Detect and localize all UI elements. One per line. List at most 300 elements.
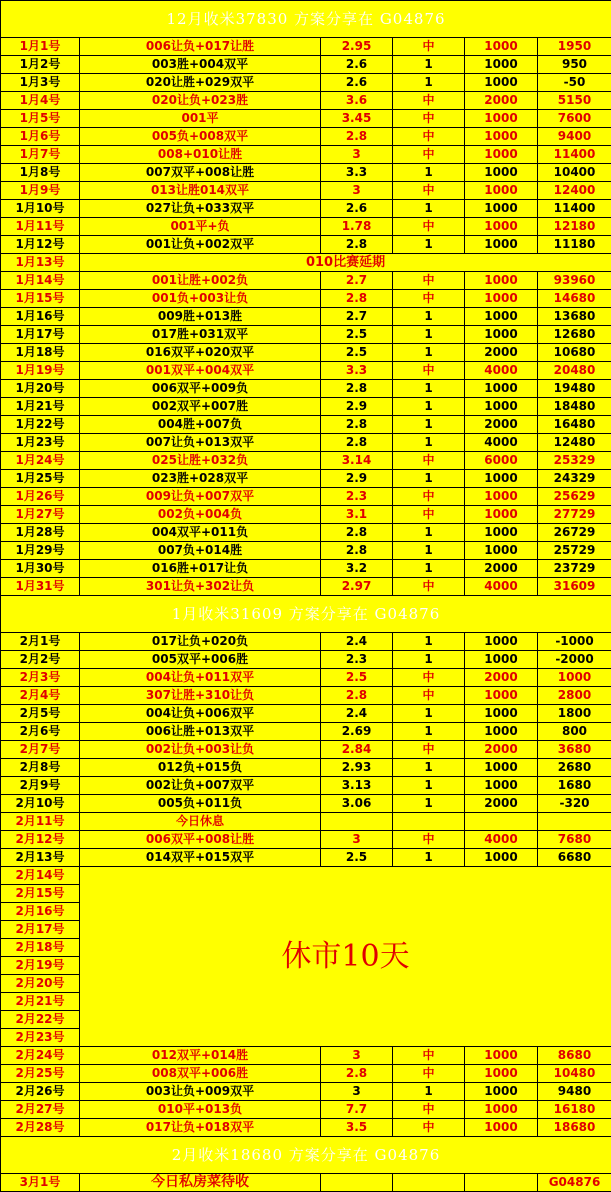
pick-cell: 009胜+013胜	[80, 308, 321, 326]
pick-cell: 017胜+031双平	[80, 326, 321, 344]
stake-cell: 4000	[465, 434, 538, 452]
pick-cell: 012双平+014胜	[80, 1047, 321, 1065]
total-cell: 1800	[538, 705, 611, 723]
total-cell: 25729	[538, 542, 611, 560]
summary-banner: 2月收米18680 方案分享在 G04876	[1, 1137, 611, 1174]
pick-cell: 004让负+006双平	[80, 705, 321, 723]
date-cell: 1月10号	[1, 200, 80, 218]
total-cell: 5150	[538, 92, 611, 110]
pick-cell: 010平+013负	[80, 1101, 321, 1119]
date-cell: 1月15号	[1, 290, 80, 308]
pick-cell: 007负+014胜	[80, 542, 321, 560]
summary-banner: 12月收米37830 方案分享在 G04876	[1, 1, 611, 38]
stake-cell: 1000	[465, 651, 538, 669]
date-cell: 1月2号	[1, 56, 80, 74]
date-cell: 1月1号	[1, 38, 80, 56]
pick-cell: 301让负+302让负	[80, 578, 321, 596]
result-cell: 中	[393, 452, 465, 470]
date-cell: 2月25号	[1, 1065, 80, 1083]
date-cell: 2月10号	[1, 795, 80, 813]
date-cell: 1月19号	[1, 362, 80, 380]
table-row	[1, 506, 611, 524]
pick-cell: 003让负+009双平	[80, 1083, 321, 1101]
pick-cell: 001平+负	[80, 218, 321, 236]
total-cell: 3680	[538, 741, 611, 759]
odds-cell: 3.5	[321, 1119, 393, 1137]
total-cell: 10480	[538, 1065, 611, 1083]
date-cell: 2月17号	[1, 921, 80, 939]
odds-cell: 3.3	[321, 362, 393, 380]
table-row	[1, 1174, 611, 1192]
table-row	[1, 741, 611, 759]
table-row	[1, 434, 611, 452]
stake-cell: 2000	[465, 560, 538, 578]
date-cell: 2月12号	[1, 831, 80, 849]
result-cell: 1	[393, 560, 465, 578]
result-cell: 1	[393, 308, 465, 326]
stake-cell: 1000	[465, 380, 538, 398]
empty-cell	[393, 813, 465, 831]
odds-cell: 2.93	[321, 759, 393, 777]
pick-cell: 017让负+018双平	[80, 1119, 321, 1137]
pick-cell: 007双平+008让胜	[80, 164, 321, 182]
table-row	[1, 254, 611, 272]
result-cell: 1	[393, 723, 465, 741]
empty-cell	[465, 1174, 538, 1192]
odds-cell: 2.3	[321, 488, 393, 506]
result-cell: 中	[393, 578, 465, 596]
date-cell: 1月14号	[1, 272, 80, 290]
odds-cell: 2.5	[321, 669, 393, 687]
date-cell: 2月15号	[1, 885, 80, 903]
table-row	[1, 759, 611, 777]
result-cell: 1	[393, 200, 465, 218]
total-cell: 12180	[538, 218, 611, 236]
stake-cell: 2000	[465, 92, 538, 110]
odds-cell: 3	[321, 146, 393, 164]
postponed-note: 010比赛延期	[80, 254, 611, 272]
table-row	[1, 164, 611, 182]
pick-cell: 012负+015负	[80, 759, 321, 777]
date-cell: 1月12号	[1, 236, 80, 254]
result-cell: 1	[393, 524, 465, 542]
table-row	[1, 488, 611, 506]
stake-cell: 1000	[465, 1101, 538, 1119]
odds-cell: 2.4	[321, 633, 393, 651]
pick-cell: 009让负+007双平	[80, 488, 321, 506]
odds-cell: 2.95	[321, 38, 393, 56]
total-cell: 7680	[538, 831, 611, 849]
table-row	[1, 416, 611, 434]
stake-cell: 1000	[465, 1119, 538, 1137]
stake-cell: 4000	[465, 831, 538, 849]
odds-cell: 3	[321, 1047, 393, 1065]
date-cell: 1月24号	[1, 452, 80, 470]
stake-cell: 1000	[465, 488, 538, 506]
table-row	[1, 560, 611, 578]
result-cell: 中	[393, 128, 465, 146]
pick-cell: 002让负+003让负	[80, 741, 321, 759]
stake-cell: 1000	[465, 236, 538, 254]
empty-cell	[321, 813, 393, 831]
table-row	[1, 723, 611, 741]
result-cell: 中	[393, 1065, 465, 1083]
empty-cell	[321, 1174, 393, 1192]
table-row	[1, 200, 611, 218]
table-row	[1, 92, 611, 110]
pick-cell: 013让胜014双平	[80, 182, 321, 200]
pick-cell: 020让胜+029双平	[80, 74, 321, 92]
date-cell: 2月21号	[1, 993, 80, 1011]
date-cell: 1月23号	[1, 434, 80, 452]
date-cell: 1月3号	[1, 74, 80, 92]
stake-cell: 1000	[465, 290, 538, 308]
pick-cell: 006让胜+013双平	[80, 723, 321, 741]
table-row	[1, 452, 611, 470]
date-cell: 2月24号	[1, 1047, 80, 1065]
odds-cell: 2.8	[321, 380, 393, 398]
pick-cell: 008+010让胜	[80, 146, 321, 164]
odds-cell: 2.8	[321, 687, 393, 705]
odds-cell: 3	[321, 182, 393, 200]
table-row	[1, 849, 611, 867]
odds-cell: 2.6	[321, 56, 393, 74]
date-cell: 1月20号	[1, 380, 80, 398]
date-cell: 1月29号	[1, 542, 80, 560]
date-cell: 3月1号	[1, 1174, 80, 1192]
total-cell: 18480	[538, 398, 611, 416]
pick-cell: 307让胜+310让负	[80, 687, 321, 705]
empty-cell	[465, 813, 538, 831]
result-cell: 1	[393, 326, 465, 344]
result-cell: 中	[393, 146, 465, 164]
result-cell: 1	[393, 344, 465, 362]
stake-cell: 1000	[465, 759, 538, 777]
odds-cell: 2.9	[321, 470, 393, 488]
date-cell: 2月28号	[1, 1119, 80, 1137]
table-row	[1, 110, 611, 128]
total-cell: 1000	[538, 669, 611, 687]
table-row	[1, 1065, 611, 1083]
table-row	[1, 1101, 611, 1119]
date-cell: 1月9号	[1, 182, 80, 200]
odds-cell: 3.45	[321, 110, 393, 128]
empty-cell	[393, 1174, 465, 1192]
odds-cell: 3.14	[321, 452, 393, 470]
odds-cell: 2.84	[321, 741, 393, 759]
odds-cell: 3.13	[321, 777, 393, 795]
odds-cell: 2.5	[321, 849, 393, 867]
stake-cell: 1000	[465, 38, 538, 56]
total-cell: 2680	[538, 759, 611, 777]
odds-cell: 2.8	[321, 434, 393, 452]
stake-cell: 1000	[465, 1065, 538, 1083]
result-cell: 中	[393, 38, 465, 56]
odds-cell: 2.5	[321, 344, 393, 362]
pick-cell: 004双平+011负	[80, 524, 321, 542]
pick-cell: 025让胜+032负	[80, 452, 321, 470]
total-cell: 25629	[538, 488, 611, 506]
total-cell: 18680	[538, 1119, 611, 1137]
stake-cell: 4000	[465, 578, 538, 596]
date-cell: 2月16号	[1, 903, 80, 921]
total-cell: 14680	[538, 290, 611, 308]
total-cell: 19480	[538, 380, 611, 398]
table-row	[1, 633, 611, 651]
table-row	[1, 272, 611, 290]
total-cell: -50	[538, 74, 611, 92]
odds-cell: 2.3	[321, 651, 393, 669]
stake-cell: 2000	[465, 669, 538, 687]
odds-cell: 2.8	[321, 128, 393, 146]
total-cell: 11180	[538, 236, 611, 254]
result-cell: 1	[393, 56, 465, 74]
result-cell: 1	[393, 74, 465, 92]
stake-cell: 1000	[465, 524, 538, 542]
date-cell: 1月22号	[1, 416, 80, 434]
pick-cell: 023胜+028双平	[80, 470, 321, 488]
result-cell: 1	[393, 849, 465, 867]
summary-banner-row	[1, 1, 611, 38]
pick-cell: 006让负+017让胜	[80, 38, 321, 56]
total-cell: 16480	[538, 416, 611, 434]
stake-cell: 1000	[465, 308, 538, 326]
date-cell: 1月26号	[1, 488, 80, 506]
pick-cell: 003胜+004双平	[80, 56, 321, 74]
date-cell: 2月9号	[1, 777, 80, 795]
total-cell: 8680	[538, 1047, 611, 1065]
date-cell: 1月28号	[1, 524, 80, 542]
total-cell: 27729	[538, 506, 611, 524]
table-row	[1, 813, 611, 831]
result-cell: 中	[393, 110, 465, 128]
result-cell: 1	[393, 470, 465, 488]
stake-cell: 1000	[465, 74, 538, 92]
result-cell: 中	[393, 92, 465, 110]
stake-cell: 1000	[465, 398, 538, 416]
date-cell: 1月31号	[1, 578, 80, 596]
summary-banner-row	[1, 596, 611, 633]
date-cell: 2月18号	[1, 939, 80, 957]
table-row	[1, 56, 611, 74]
table-row	[1, 1119, 611, 1137]
table-row	[1, 470, 611, 488]
table-row	[1, 705, 611, 723]
result-cell: 1	[393, 795, 465, 813]
pick-cell: 016双平+020双平	[80, 344, 321, 362]
stake-cell: 1000	[465, 687, 538, 705]
result-cell: 中	[393, 1101, 465, 1119]
table-row	[1, 578, 611, 596]
total-cell: 24329	[538, 470, 611, 488]
table-row	[1, 326, 611, 344]
date-cell: 1月13号	[1, 254, 80, 272]
result-cell: 1	[393, 633, 465, 651]
stake-cell: 1000	[465, 633, 538, 651]
stake-cell: 1000	[465, 128, 538, 146]
odds-cell: 2.69	[321, 723, 393, 741]
date-cell: 2月3号	[1, 669, 80, 687]
pick-cell: 001负+003让负	[80, 290, 321, 308]
odds-cell: 2.8	[321, 290, 393, 308]
table-row	[1, 669, 611, 687]
table-row	[1, 380, 611, 398]
result-cell: 中	[393, 831, 465, 849]
table-row	[1, 344, 611, 362]
table-row	[1, 1047, 611, 1065]
date-cell: 1月18号	[1, 344, 80, 362]
result-cell: 中	[393, 669, 465, 687]
result-cell: 中	[393, 741, 465, 759]
table-row	[1, 1083, 611, 1101]
date-cell: 2月22号	[1, 1011, 80, 1029]
total-cell: 9480	[538, 1083, 611, 1101]
odds-cell: 2.97	[321, 578, 393, 596]
market-break-note: 休市10天	[80, 867, 611, 1047]
date-cell: 1月5号	[1, 110, 80, 128]
date-cell: 2月26号	[1, 1083, 80, 1101]
total-cell: 1680	[538, 777, 611, 795]
table-row	[1, 146, 611, 164]
total-cell: 11400	[538, 146, 611, 164]
table-row	[1, 236, 611, 254]
table-row	[1, 795, 611, 813]
summary-banner: 1月收米31609 方案分享在 G04876	[1, 596, 611, 633]
total-cell: 6680	[538, 849, 611, 867]
stake-cell: 1000	[465, 164, 538, 182]
total-cell: 10400	[538, 164, 611, 182]
result-cell: 中	[393, 1047, 465, 1065]
stake-cell: 1000	[465, 218, 538, 236]
table-row	[1, 218, 611, 236]
table-row	[1, 687, 611, 705]
total-cell: 93960	[538, 272, 611, 290]
date-cell: 1月4号	[1, 92, 80, 110]
odds-cell: 2.8	[321, 416, 393, 434]
stake-cell: 2000	[465, 344, 538, 362]
odds-cell: 2.6	[321, 200, 393, 218]
pick-cell: 002让负+007双平	[80, 777, 321, 795]
date-cell: 1月8号	[1, 164, 80, 182]
result-cell: 中	[393, 218, 465, 236]
total-cell: 12680	[538, 326, 611, 344]
date-cell: 2月5号	[1, 705, 80, 723]
pick-cell: 008双平+006胜	[80, 1065, 321, 1083]
total-cell: 800	[538, 723, 611, 741]
pending-note: 今日私房菜待收	[80, 1174, 321, 1192]
date-cell: 2月8号	[1, 759, 80, 777]
table-row	[1, 74, 611, 92]
table-row	[1, 308, 611, 326]
odds-cell: 2.8	[321, 542, 393, 560]
odds-cell: 3.06	[321, 795, 393, 813]
result-cell: 中	[393, 488, 465, 506]
total-cell: 31609	[538, 578, 611, 596]
total-cell: 25329	[538, 452, 611, 470]
code-cell: G04876	[538, 1174, 611, 1192]
date-cell: 2月4号	[1, 687, 80, 705]
date-cell: 1月27号	[1, 506, 80, 524]
stake-cell: 2000	[465, 741, 538, 759]
odds-cell: 2.8	[321, 524, 393, 542]
pick-cell: 004让负+011双平	[80, 669, 321, 687]
total-cell: 20480	[538, 362, 611, 380]
result-cell: 中	[393, 182, 465, 200]
table-row	[1, 398, 611, 416]
stake-cell: 2000	[465, 416, 538, 434]
total-cell: -2000	[538, 651, 611, 669]
date-cell: 2月2号	[1, 651, 80, 669]
table-row	[1, 38, 611, 56]
stake-cell: 1000	[465, 182, 538, 200]
odds-cell: 3	[321, 831, 393, 849]
table-row	[1, 542, 611, 560]
result-cell: 1	[393, 777, 465, 795]
odds-cell: 2.7	[321, 272, 393, 290]
odds-cell: 2.4	[321, 705, 393, 723]
odds-cell: 1.78	[321, 218, 393, 236]
pick-cell: 001双平+004双平	[80, 362, 321, 380]
date-cell: 1月25号	[1, 470, 80, 488]
odds-cell: 3.1	[321, 506, 393, 524]
date-cell: 2月23号	[1, 1029, 80, 1047]
result-cell: 中	[393, 272, 465, 290]
total-cell: 12480	[538, 434, 611, 452]
total-cell: -1000	[538, 633, 611, 651]
result-cell: 中	[393, 362, 465, 380]
date-cell: 1月30号	[1, 560, 80, 578]
odds-cell: 3.2	[321, 560, 393, 578]
stake-cell: 1000	[465, 326, 538, 344]
total-cell: -320	[538, 795, 611, 813]
rest-note: 今日休息	[80, 813, 321, 831]
date-cell: 1月7号	[1, 146, 80, 164]
stake-cell: 1000	[465, 200, 538, 218]
odds-cell: 2.9	[321, 398, 393, 416]
result-cell: 中	[393, 506, 465, 524]
stake-cell: 1000	[465, 1083, 538, 1101]
total-cell: 950	[538, 56, 611, 74]
stake-cell: 6000	[465, 452, 538, 470]
pick-cell: 006双平+008让胜	[80, 831, 321, 849]
date-cell: 2月14号	[1, 867, 80, 885]
result-cell: 1	[393, 164, 465, 182]
date-cell: 2月20号	[1, 975, 80, 993]
result-cell: 1	[393, 416, 465, 434]
result-cell: 1	[393, 542, 465, 560]
odds-cell: 2.8	[321, 1065, 393, 1083]
pick-cell: 001让胜+002负	[80, 272, 321, 290]
result-cell: 1	[393, 398, 465, 416]
stake-cell: 2000	[465, 795, 538, 813]
total-cell: 11400	[538, 200, 611, 218]
total-cell: 23729	[538, 560, 611, 578]
odds-cell: 2.8	[321, 236, 393, 254]
date-cell: 1月11号	[1, 218, 80, 236]
stake-cell: 1000	[465, 146, 538, 164]
total-cell: 16180	[538, 1101, 611, 1119]
date-cell: 2月1号	[1, 633, 80, 651]
stake-cell: 1000	[465, 272, 538, 290]
result-cell: 1	[393, 705, 465, 723]
odds-cell: 3.3	[321, 164, 393, 182]
total-cell: 10680	[538, 344, 611, 362]
result-cell: 1	[393, 380, 465, 398]
table-row	[1, 651, 611, 669]
total-cell: 12400	[538, 182, 611, 200]
odds-cell: 3	[321, 1083, 393, 1101]
table-row	[1, 182, 611, 200]
